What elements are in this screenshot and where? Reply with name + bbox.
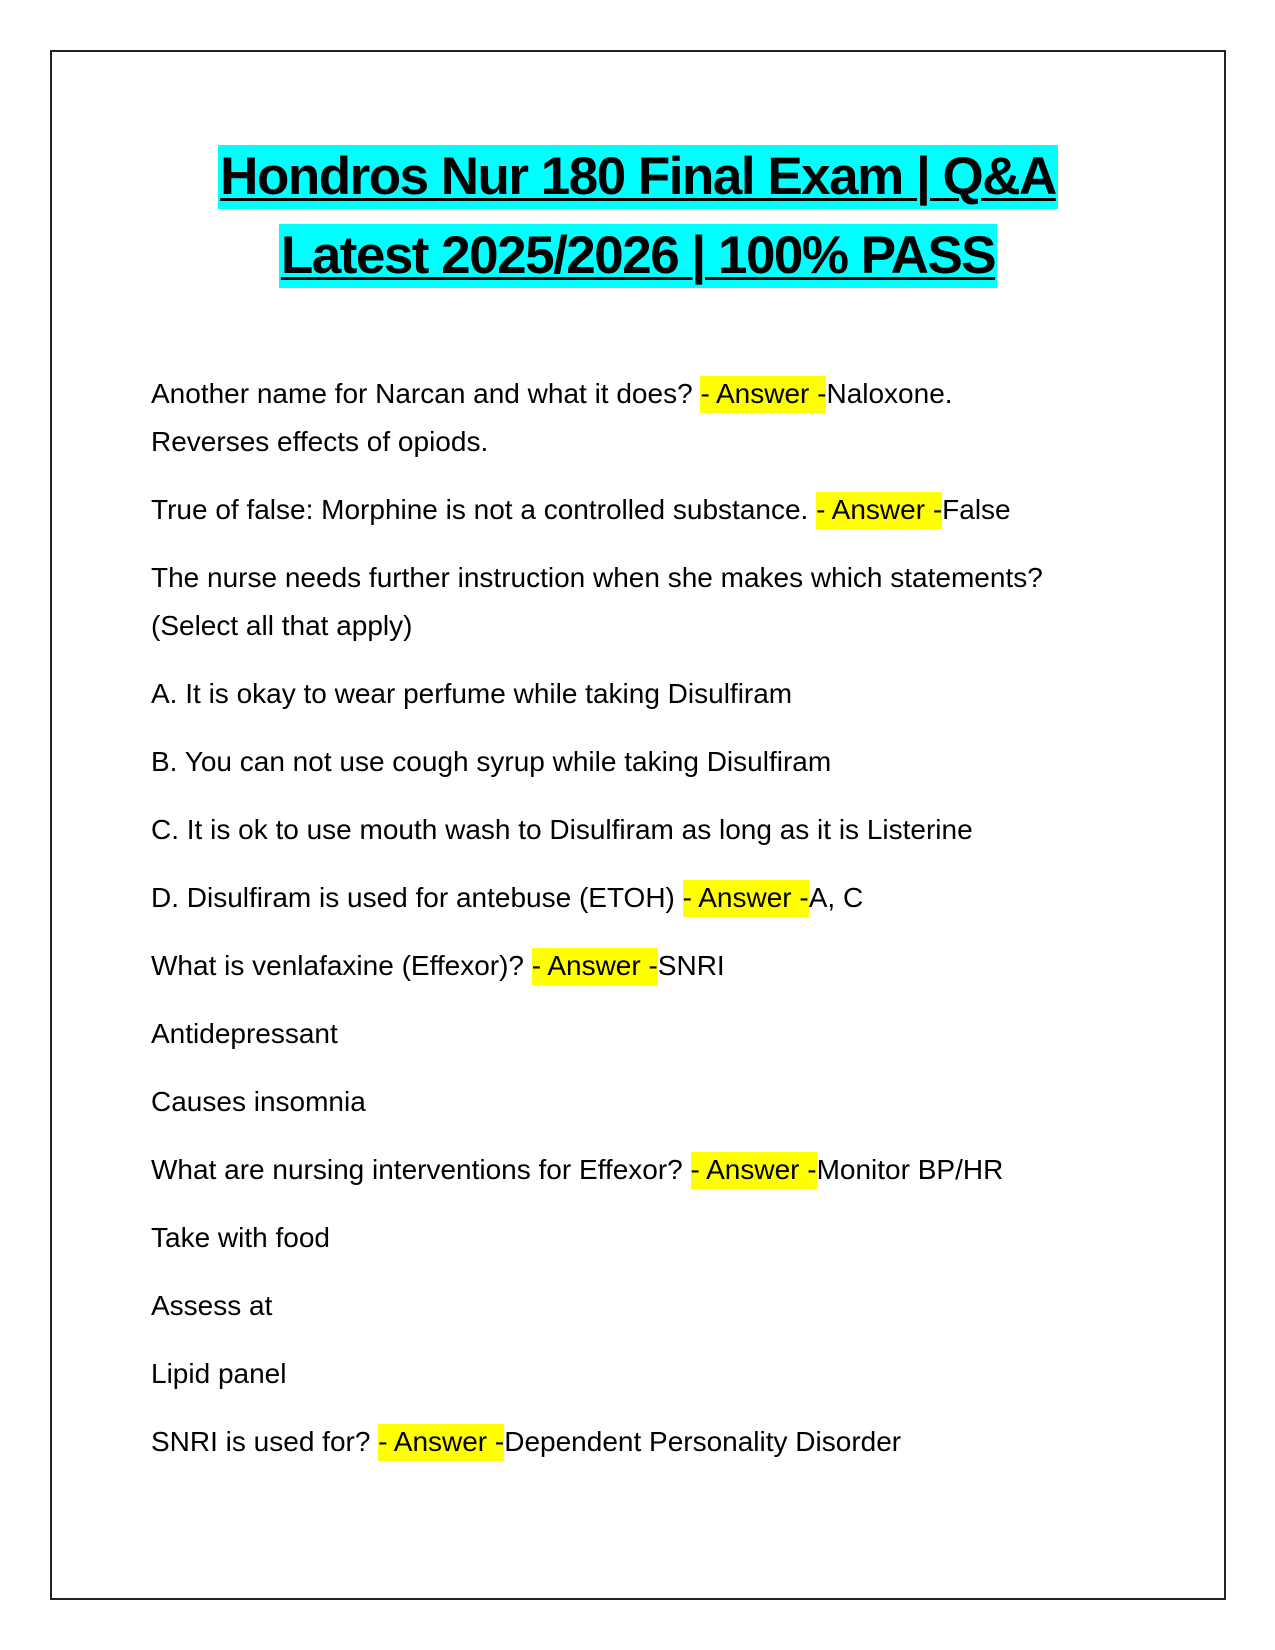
answer-text: A, C — [808, 882, 864, 913]
answer-line: Lipid panel — [151, 1358, 287, 1389]
answer-line: Assess at — [151, 1290, 273, 1321]
qa-item — [151, 1418, 1151, 1466]
question-text: True of false: Morphine is not a controlled substance. — [151, 494, 817, 525]
qa-item — [151, 942, 1151, 990]
answer-marker: - Answer - — [816, 492, 942, 529]
title-line-1: Hondros Nur 180 Final Exam | Q&A — [218, 145, 1058, 209]
answer-continuation: Reverses effects of opiods. — [151, 426, 489, 457]
answer-text: SNRI — [657, 950, 725, 981]
answer-line: Antidepressant — [151, 1018, 338, 1049]
option-d — [151, 874, 1151, 922]
answer-text: Monitor BP/HR — [816, 1154, 1004, 1185]
question-item — [151, 554, 1151, 650]
question-text: The nurse needs further instruction when she makes which statements? — [151, 562, 1043, 593]
option-b: B. You can not use cough syrup while taking Disulfiram — [151, 746, 832, 777]
answer-line: Causes insomnia — [151, 1086, 366, 1117]
answer-marker: - Answer - — [378, 1424, 504, 1461]
qa-content — [151, 370, 1151, 1486]
option-a: A. It is okay to wear perfume while taking Disulfiram — [151, 678, 793, 709]
answer-text: Naloxone. — [826, 378, 953, 409]
answer-text: Dependent Personality Disorder — [504, 1426, 902, 1457]
answer-text: False — [942, 494, 1011, 525]
question-text: What is venlafaxine (Effexor)? — [151, 950, 532, 981]
qa-item — [151, 370, 1151, 466]
question-text: What are nursing interventions for Effexor? — [151, 1154, 691, 1185]
question-instruction: (Select all that apply) — [151, 610, 413, 641]
qa-item — [151, 1146, 1151, 1194]
question-text: D. Disulfiram is used for antebuse (ETOH) — [151, 882, 683, 913]
answer-marker: - Answer - — [700, 376, 826, 413]
answer-marker: - Answer - — [683, 880, 809, 917]
question-text: Another name for Narcan and what it does? — [151, 378, 701, 409]
answer-line: Take with food — [151, 1222, 330, 1253]
answer-marker: - Answer - — [691, 1152, 817, 1189]
document-title — [52, 145, 1224, 303]
qa-item — [151, 486, 1151, 534]
title-line-2: Latest 2025/2026 | 100% PASS — [279, 224, 997, 288]
question-text: SNRI is used for? — [151, 1426, 379, 1457]
option-c: C. It is ok to use mouth wash to Disulfiram as long as it is Listerine — [151, 814, 973, 845]
answer-marker: - Answer - — [532, 948, 658, 985]
